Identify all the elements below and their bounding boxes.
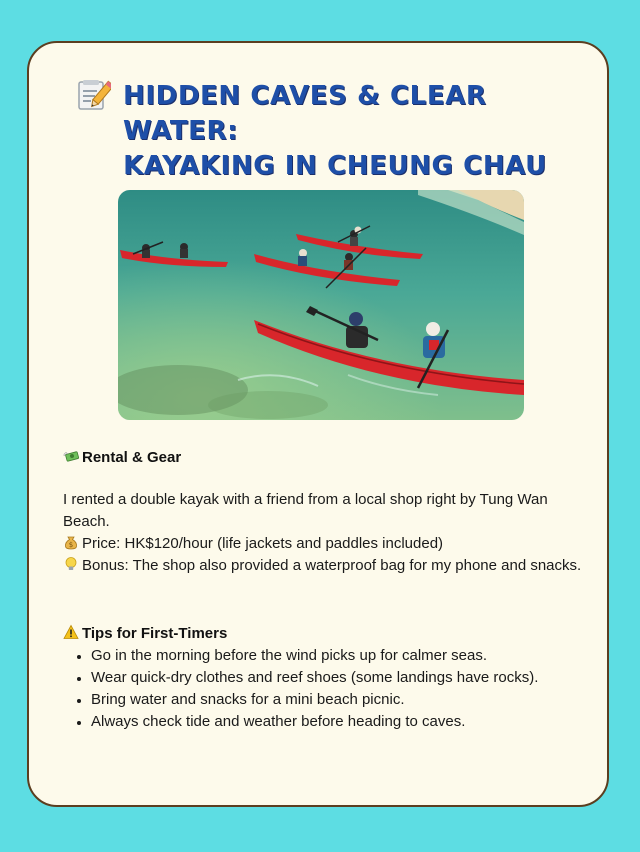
- light-bulb-icon: [63, 556, 79, 572]
- kayak-scene-image: [118, 190, 524, 420]
- memo-pencil-icon: [75, 77, 111, 113]
- warning-icon: [63, 624, 79, 640]
- money-bag-icon: [63, 534, 79, 550]
- svg-text:$: $: [68, 541, 74, 549]
- list-item: • Wear quick-dry clothes and reef shoes (some landings have rocks).: [91, 667, 631, 689]
- kayakers-photo: [118, 190, 524, 420]
- tips-heading-text: Tips for First-Timers: [82, 625, 228, 642]
- title-line-1: HIDDEN CAVES & CLEAR WATER:: [123, 81, 487, 146]
- rental-heading: [63, 448, 181, 466]
- rental-intro: I rented a double kayak with a friend from a local shop right by Tung Wan Beach.: [63, 491, 548, 530]
- post-card: [27, 41, 609, 807]
- tips-heading: [63, 624, 227, 642]
- bonus-line: [63, 555, 583, 577]
- page-title: [123, 79, 583, 184]
- money-wings-icon: [63, 448, 79, 464]
- price-text: Price: HK$120/hour (life jackets and paddles included): [82, 535, 444, 552]
- list-item: • Go in the morning before the wind picks up for calmer seas.: [91, 645, 631, 667]
- rental-heading-text: Rental & Gear: [82, 449, 182, 466]
- bonus-text: Bonus: The shop also provided a waterproof bag for my phone and snacks.: [82, 557, 582, 574]
- tips-list: [63, 645, 631, 733]
- list-item: • Always check tide and weather before heading to caves.: [91, 711, 631, 733]
- price-line: [63, 533, 583, 555]
- title-line-2: KAYAKING IN CHEUNG CHAU: [123, 151, 547, 181]
- list-item: • Bring water and snacks for a mini beach picnic.: [91, 689, 631, 711]
